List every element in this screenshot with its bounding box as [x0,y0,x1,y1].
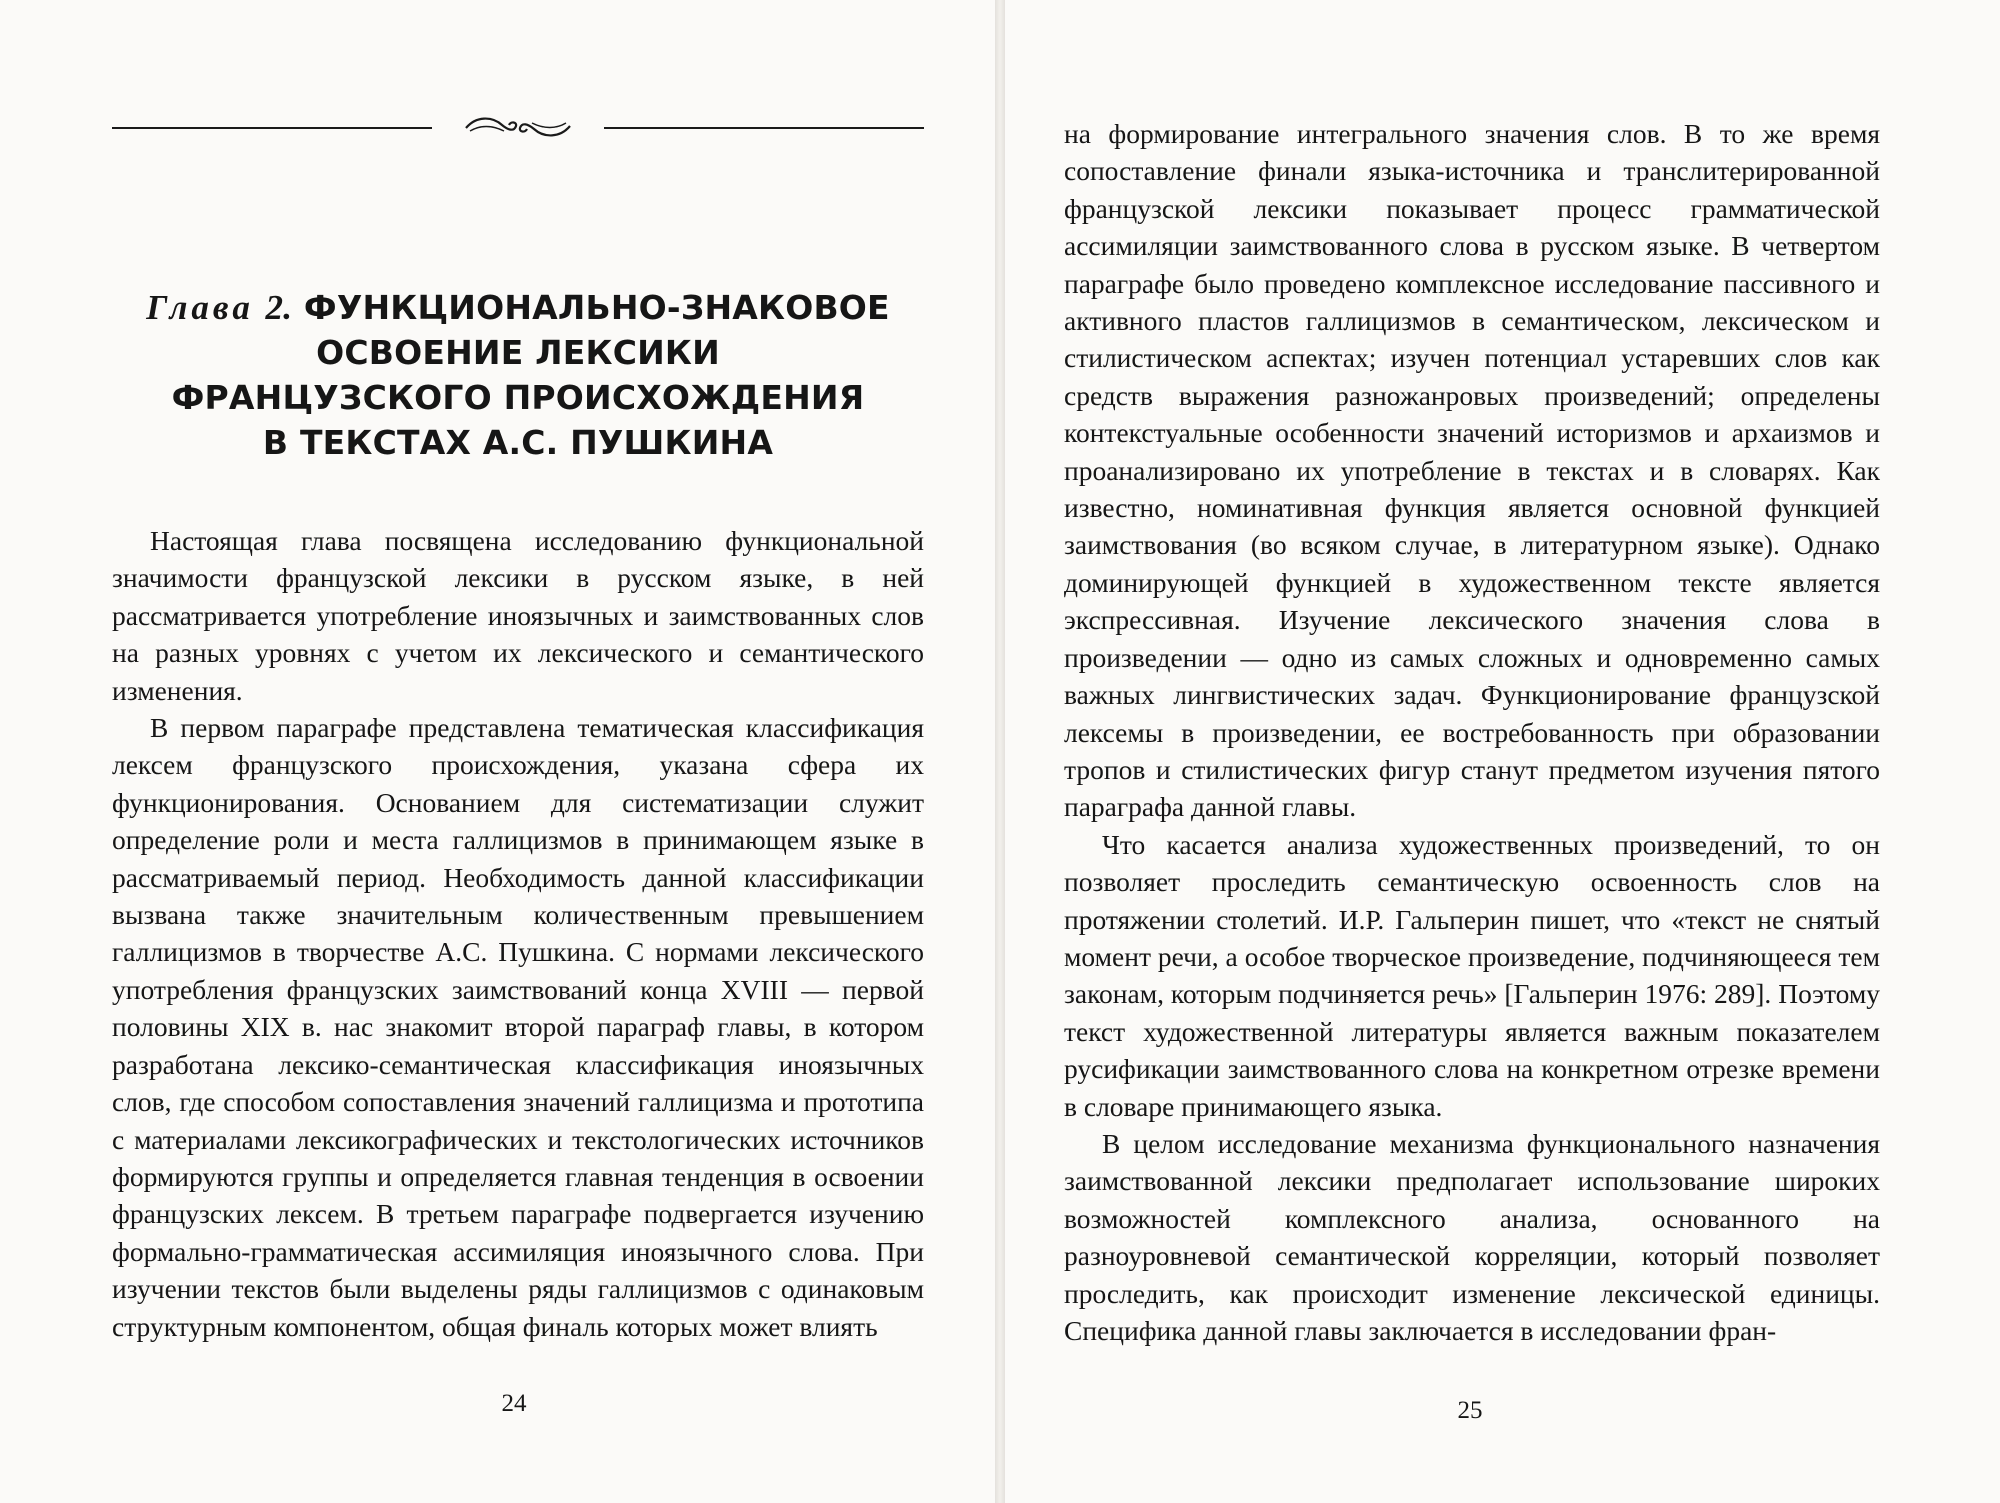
ornament-rule-right [604,127,924,129]
chapter-heading-line-1 [112,285,924,330]
chapter-ornament [112,112,924,142]
paragraph: В первом параграфе представлена тематическая классификация лексем французского происхождения, указана сфера их функционирования. Основанием для систематизации служит определение роли и места галлицизмов в принимающем языке в рассматриваемый период. Необходимость данной классификации вызвана также значительным количественным превышением галлицизмов в творчестве А.С. Пушкина. С нормами лексического употребления французских заимствований конца XVIII — первой половины XIX в. нас знакомит второй параграф главы, в котором разработана лексико-семантическая классификация иноязычных слов, где способом сопоставления значений галлицизма и прототипа с материалами лексикографических и текстологических источников формируются группы и определяется главная тенденция в освоении французских лексем. В третьем параграфе подвергается изучению формально-грамматическая ассимиляция иноязычного слова. При изучении текстов были выделены ряды галлицизмов с одинаковым структурным компонентом, общая финаль которых может влиять [112,712,924,1342]
chapter-heading [112,285,924,465]
chapter-title-line: ФРАНЦУЗСКОГО ПРОИСХОЖДЕНИЯ [171,378,865,417]
chapter-label: Глава [146,288,254,327]
left-body-text [112,522,924,1345]
paragraph: В целом исследование механизма функционального назначения заимствованной лексики предполагает использование широких возможностей комплексного анализа, основанного на разноуровневой семантической корреляции, который позволяет проследить, как происходит изменение лексической единицы. Специфика данной главы заключается в исследовании фран- [1064,1127,1880,1346]
book-gutter [995,0,1005,1503]
chapter-title-line: ОСВОЕНИЕ ЛЕКСИКИ [316,333,720,372]
page-number: 25 [1457,1397,1483,1424]
chapter-title-line: В ТЕКСТАХ А.С. ПУШКИНА [262,423,774,462]
paragraph: на формирование интегрального значения слов. В то же время сопоставление финали языка-источника и транслитерированной французской лексики показывает процесс грамматической ассимиляции заимствованного слова в русском языке. В четвертом параграфе было проведено комплексное исследование пассивного и активного пластов галлицизмов в семантическом, лексическом и стилистическом аспектах; изучен потенциал устаревших слов как средств выражения разножанровых произведений; определены контекстуальные особенности значений историзмов и архаизмов и проанализировано их употребление в текстах и в словарях. Как известно, номинативная функция является основной функцией заимствования (во всяком случае, в литературном языке). Однако доминирующей функцией в художественном тексте является экспрессивная. Изучение лексического значения слова в произведении — одно из самых сложных и одновременно самых важных лингвистических задач. Функционирование французской лексемы в произведении, ее востребованность при образовании тропов и стилистических фигур станут предметом изучения пятого параграфа данной главы. [1064,118,1880,823]
ornament-rule-left [112,127,432,129]
flourish-ornament-icon [462,112,574,142]
left-page [0,0,995,1503]
paragraph: Настоящая глава посвящена исследованию функциональной значимости французской лексики в русском языке, в ней рассматривается употребление иноязычных и заимствованных слов на разных уровнях с учетом их лексического и семантического изменения. [112,525,924,706]
page-number: 24 [501,1390,527,1417]
right-body-text [1064,115,1880,1349]
chapter-title-line: ФУНКЦИОНАЛЬНО-ЗНАКОВОЕ [303,288,890,327]
chapter-number: 2. [265,288,293,327]
paragraph: Что касается анализа художественных произведений, то он позволяет проследить семантическую освоенность слов на протяжении столетий. И.Р. Гальперин пишет, что «текст не снятый момент речи, а особое творческое произведение, подчиняющееся тем законам, которым подчиняется речь» [Гальперин 1976: 289]. Поэтому текст художественной литературы является важным показателем русификации заимствованного слова на конкретном отрезке времени в словаре принимающего языка. [1064,828,1880,1122]
